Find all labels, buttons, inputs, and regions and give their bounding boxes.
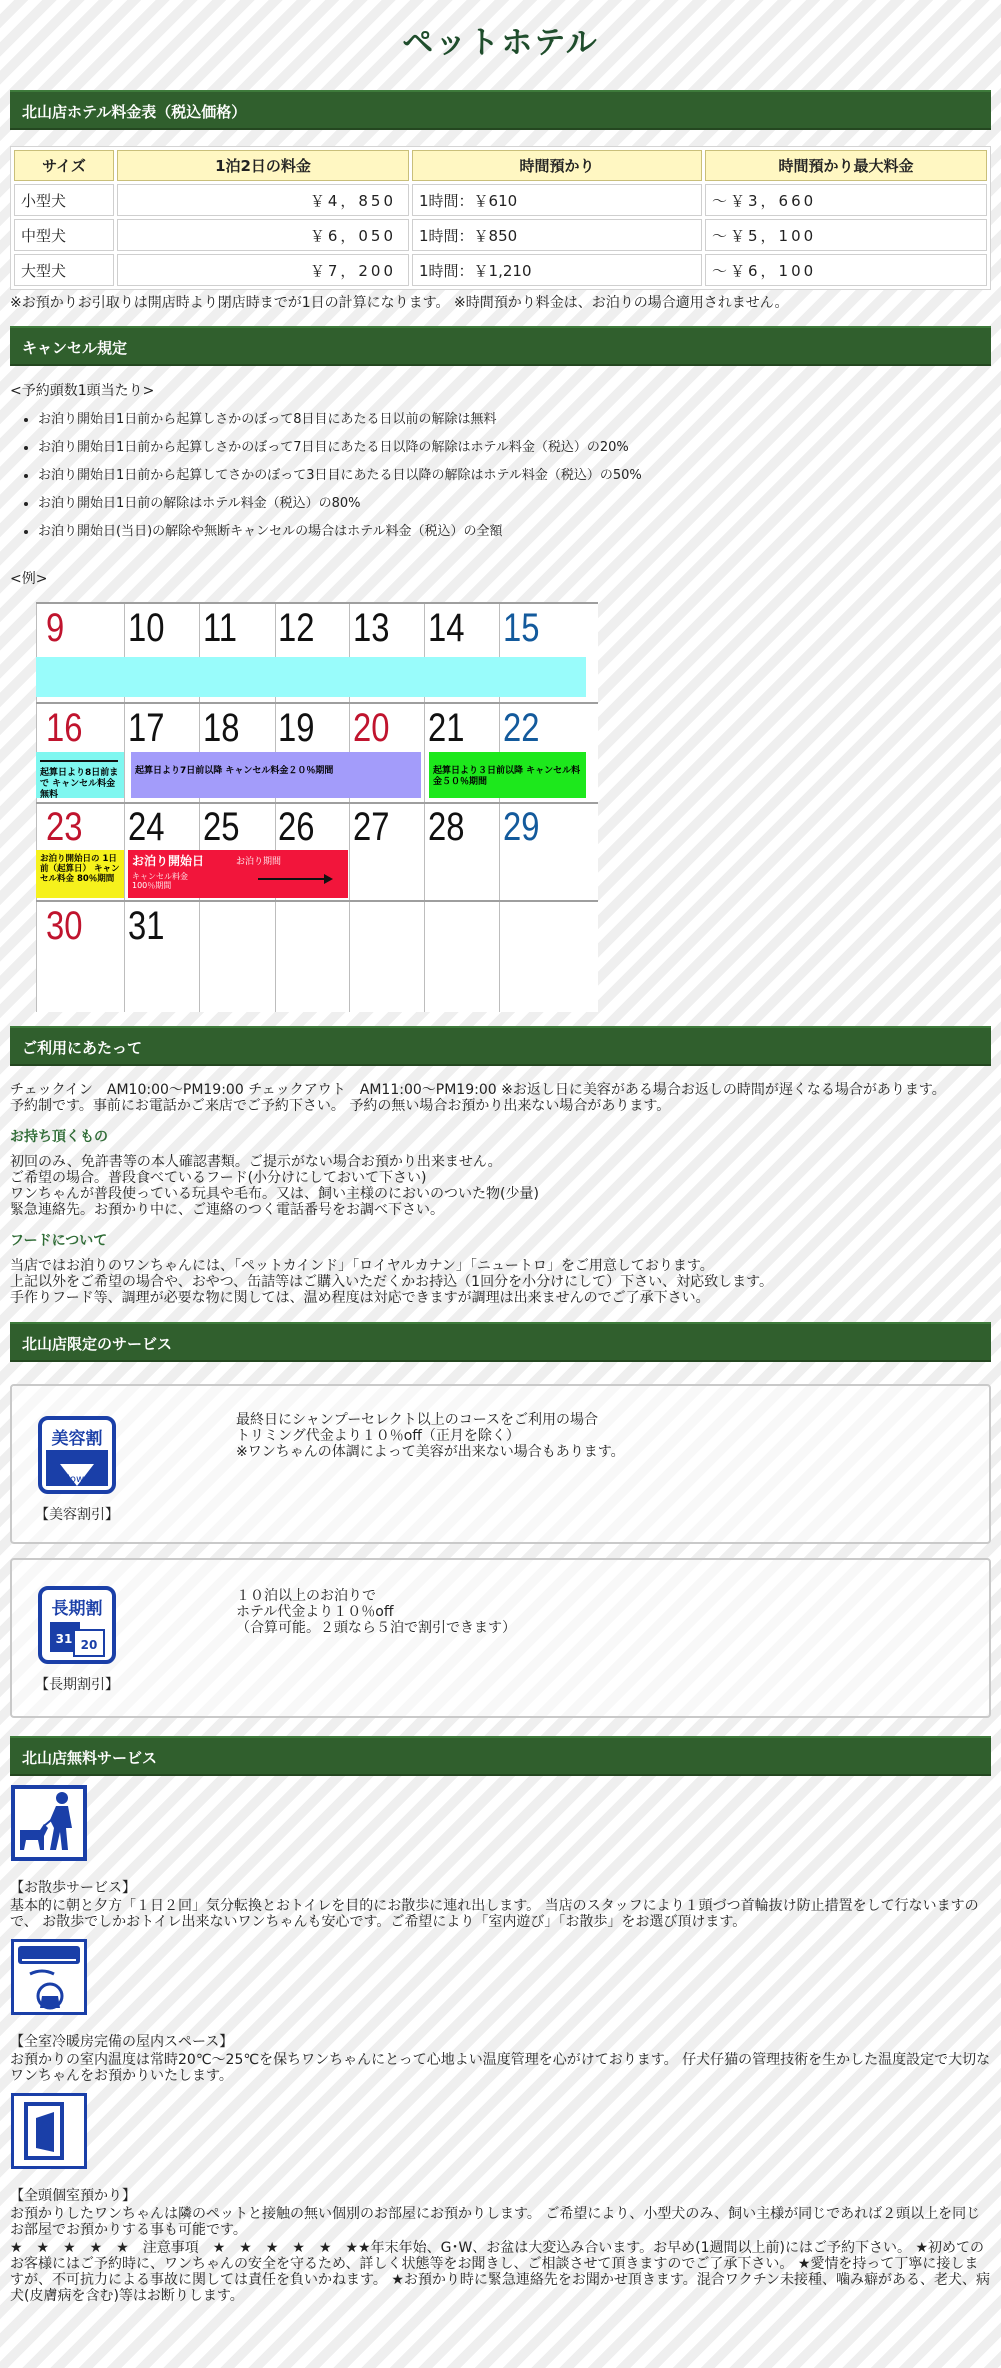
walk-service-title: 【お散歩サービス】: [10, 1880, 136, 1896]
calendar-date: 11: [203, 606, 238, 650]
reservation-text: 予約制です。事前にお電話かご来店でご予約下さい。 予約の無い場合お預かり出来ない場合があります。: [10, 1098, 671, 1114]
calendar-date: 19: [278, 706, 315, 750]
cancel-example-calendar: [36, 602, 598, 1012]
walk-service: [10, 1776, 991, 1930]
private-room-title: 【全頭個室預かり】: [10, 2188, 136, 2204]
cancel-100-label: キャンセル料金 100％期間: [132, 872, 188, 890]
beauty-line: ※ワンちゃんの体調によって美容が出来ない場合もあります。: [236, 1444, 625, 1460]
cancel-rules-list: [10, 406, 991, 546]
down-label: down: [63, 1474, 91, 1485]
walk-service-text: 基本的に朝と夕方「１日２回」気分転換とおトイレを目的にお散歩に連れ出します。 当店のスタッフにより１頭づつ首輪抜け防止措置をして行ないますので、 お散歩でしかおトイレ出来ないワンちゃんも安心です。ご希望により「室内遊び」「お散歩」をお選び頂けます。: [10, 1898, 979, 1930]
svg-text:20: 20: [80, 1638, 98, 1652]
calendar-date: 26: [278, 805, 315, 849]
cancel-20-block: 起算日より7日前以降 キャンセル料金２０％期間: [131, 752, 421, 798]
svg-text:31: 31: [55, 1632, 73, 1646]
checkin-text: チェックイン AM10:00～PM19:00 チェックアウト AM11:00～PM19:00 ※お返し日に美容がある場合お返しの時間が遅くなる場合があります。: [10, 1082, 946, 1098]
list-item: • お泊り開始日1日前から起算してさかのぼって3日目にあたる日以降の解除はホテル料金（税込）の50%: [38, 462, 991, 490]
usage-section-heading: ご利用にあたって: [10, 1026, 991, 1066]
cancel-section-heading: キャンセル規定: [10, 326, 991, 366]
bring-heading: お持ち頂くもの: [10, 1129, 108, 1145]
beauty-line: トリミング代金より１０％off（正月を除く）: [236, 1428, 520, 1444]
calendar-date: 16: [46, 706, 83, 750]
size-cell: 中型犬: [14, 219, 114, 251]
hourly-price-cell: 1時間：￥850: [412, 219, 702, 251]
private-room-text: お預かりしたワンちゃんは隣のペットと接触の無い個別のお部屋にお預かりします。 ご希望により、小型犬のみ、飼い主様が同じであれば２頭以上を同じお部屋でお預かりする事も可能です。: [10, 2206, 981, 2238]
food-line: 手作りフード等、調理が必要な物に関しては、温め程度は対応できますが調理は出来ませんのでご了承下さい。: [10, 1290, 710, 1306]
calendar-date: 14: [428, 606, 465, 650]
calendar-date: 22: [503, 706, 540, 750]
bring-line: 初回のみ、免許書等の本人確認書類。ご提示がない場合お預かり出来ません。: [10, 1154, 502, 1170]
food-heading: フードについて: [10, 1233, 108, 1249]
aircon-service-title: 【全室冷暖房完備の屋内スペース】: [10, 2034, 234, 2050]
calendar-date: 13: [353, 606, 390, 650]
size-cell: 大型犬: [14, 254, 114, 286]
list-item: • お泊り開始日1日前の解除はホテル料金（税込）の80%: [38, 490, 991, 518]
food-line: 当店ではお泊りのワンちゃんには、「ペットカインド」「ロイヤルカナン」「ニュートロ」をご用意しております。: [10, 1258, 714, 1274]
beauty-icon-label: 美容割: [51, 1429, 103, 1449]
calendar-date: 24: [128, 805, 165, 849]
beauty-discount-caption: 【美容割引】: [35, 1507, 119, 1523]
list-item: • お泊り開始日(当日)の解除や無断キャンセルの場合はホテル料金（税込）の全額: [38, 518, 991, 546]
example-label: <例>: [10, 571, 48, 587]
price-table: [10, 146, 991, 290]
calendar-date: 15: [503, 606, 540, 650]
calendar-date: 12: [278, 606, 315, 650]
calendar-date: 31: [128, 904, 165, 948]
bring-line: ワンちゃんが普段使っている玩具や毛布。又は、飼い主様のにおいのついた物(少量): [10, 1186, 539, 1202]
stay-start-label: お泊り開始日: [132, 854, 205, 868]
size-cell: 小型犬: [14, 184, 114, 216]
column-header-hourly: 時間預かり: [412, 150, 702, 181]
private-room-service: [10, 2084, 991, 2304]
aircon-service-text: お預かりの室内温度は常時20℃～25℃を保ちワンちゃんにとって心地よい温度管理を心がけております。 仔犬仔猫の管理技術を生かした温度設定で大切なワンちゃんをお預かりいたします。: [10, 2052, 991, 2084]
column-header-overnight: 1泊2日の料金: [117, 150, 409, 181]
long-stay-discount-card: [10, 1558, 991, 1718]
calendar-date: 10: [128, 606, 165, 650]
stay-period-label: お泊り期間: [236, 857, 282, 867]
price-note: ※お預かりお引取りは開店時より閉店時までが1日の計算になります。 ※時間預かり料金は、お泊りの場合適用されません。: [10, 295, 789, 311]
calendar-date: 23: [46, 805, 83, 849]
hourly-max-cell: ～￥6，100: [705, 254, 987, 286]
overnight-price-cell: ￥6，050: [117, 219, 409, 251]
cancel-100-block: [128, 850, 348, 898]
notes-text: ★ ★ ★ ★ ★ 注意事項 ★ ★ ★ ★ ★ ★★年末年始、G･W、お盆は大変込み合います。お早め(1週間以上前)にはご予約下さい。 ★初めてのお客様にはご予約時に、ワンちゃんの安全を守るため、詳しく状態等をお聞きし、ご相談させて頂きますのでご了承下さい。 ★愛情を持って丁寧に接しますが、不可抗力による事故に関しては責任を負いかねます。 ★お預かり時に緊急連絡先をお聞かせ頂きます。混合ワクチン未接種、噛み癖がある、老犬、病犬(皮膚病を含む)等はお断りします。: [10, 2240, 991, 2304]
calendar-date: 20: [353, 706, 390, 750]
column-header-size: サイズ: [14, 150, 114, 181]
hourly-max-cell: ～￥5，100: [705, 219, 987, 251]
page-title: ペットホテル: [402, 25, 599, 61]
bring-line: 緊急連絡先。お預かり中に、ご連絡のつく電話番号をお調べ下さい。: [10, 1202, 444, 1218]
long-stay-line: （合算可能。２頭なら５泊で割引できます）: [236, 1620, 516, 1636]
hourly-max-cell: ～￥3，660: [705, 184, 987, 216]
calendar-date: 17: [128, 706, 165, 750]
long-stay-line: ホテル代金より１０％off: [236, 1604, 394, 1620]
private-room-icon: [10, 2092, 88, 2170]
hourly-price-cell: 1時間：￥1,210: [412, 254, 702, 286]
long-stay-icon-label: 長期割: [51, 1599, 103, 1619]
list-item: • お泊り開始日1日前から起算しさかのぼって8日目にあたる日以前の解除は無料: [38, 406, 991, 434]
long-stay-discount-caption: 【長期割引】: [35, 1677, 119, 1693]
price-section-heading: 北山店ホテル料金表（税込価格）: [10, 90, 991, 130]
hourly-price-cell: 1時間：￥610: [412, 184, 702, 216]
calendar-date: 9: [46, 606, 65, 650]
dog-walk-icon: [10, 1784, 88, 1862]
column-header-hourly-max: 時間預かり最大料金: [705, 150, 987, 181]
limited-section-heading: 北山店限定のサービス: [10, 1322, 991, 1362]
free-section-heading: 北山店無料サービス: [10, 1736, 991, 1776]
overnight-price-cell: ￥7，200: [117, 254, 409, 286]
list-item: • お泊り開始日1日前から起算しさかのぼって7日目にあたる日以降の解除はホテル料金（税込）の20%: [38, 434, 991, 462]
long-stay-discount-icon: [38, 1586, 116, 1664]
bring-line: ご希望の場合。普段食べているフード(小分けにしておいて下さい): [10, 1170, 427, 1186]
cancel-free-block: 起算日より8日前まで キャンセル料金無料: [36, 752, 124, 798]
usage-body: [10, 1082, 991, 1306]
cancel-80-block: お泊り開始日の 1日前（起算日） キャンセル料金 80％期間: [36, 850, 124, 898]
calendar-date: 18: [203, 706, 240, 750]
arrow-right-icon: [258, 878, 328, 880]
table-row: [14, 254, 987, 286]
cancel-per-head-label: <予約頭数1頭当たり>: [10, 383, 155, 399]
beauty-discount-icon: [38, 1416, 116, 1494]
air-conditioner-icon: [10, 1938, 88, 2016]
calendar-date: 28: [428, 805, 465, 849]
table-row: [14, 219, 987, 251]
table-row: [14, 184, 987, 216]
food-line: 上記以外をご希望の場合や、おやつ、缶詰等はご購入いただくかお持込（1回分を小分けにして）下さい、対応致します。: [10, 1274, 773, 1290]
calendar-highlight-bar: [36, 657, 586, 697]
beauty-line: 最終日にシャンプーセレクト以上のコースをご利用の場合: [236, 1412, 599, 1428]
long-stay-line: １０泊以上のお泊りで: [236, 1588, 376, 1604]
aircon-service: [10, 1930, 991, 2084]
calendar-date: 30: [46, 904, 83, 948]
cancel-50-block: 起算日より３日前以降 キャンセル料金５０％期間: [429, 752, 586, 798]
arrow-left-icon: [40, 760, 118, 762]
calendar-date: 29: [503, 805, 540, 849]
price-table-header-row: [14, 150, 987, 181]
calendar-date: 27: [353, 805, 390, 849]
overnight-price-cell: ￥4，850: [117, 184, 409, 216]
calendar-date: 21: [428, 706, 465, 750]
beauty-discount-card: [10, 1384, 991, 1544]
calendar-date: 25: [203, 805, 240, 849]
